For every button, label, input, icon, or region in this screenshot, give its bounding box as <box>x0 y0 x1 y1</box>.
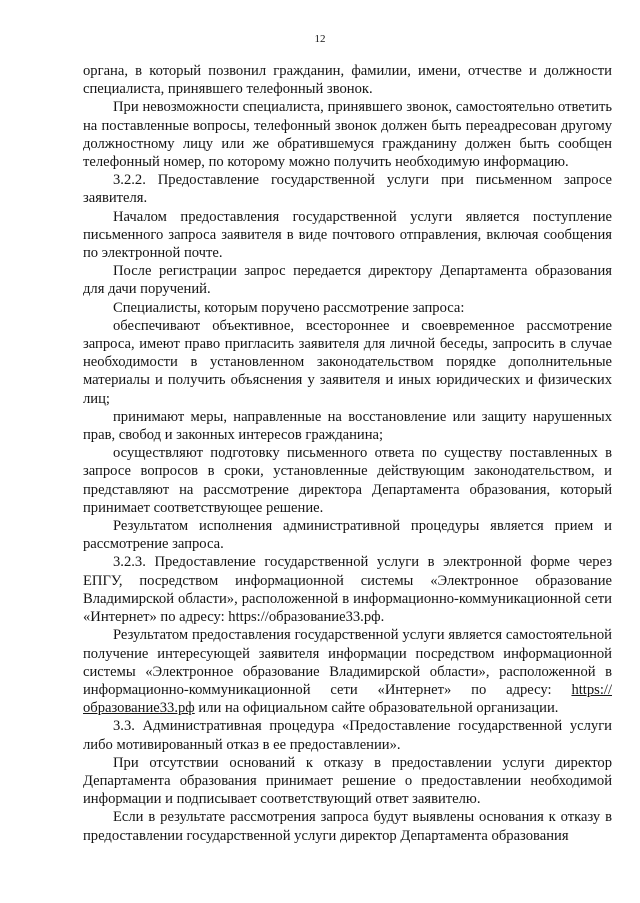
paragraph: Специалисты, которым поручено рассмотрение запроса: <box>113 299 465 316</box>
document-body <box>83 62 612 845</box>
paragraph: обеспечивают объективное, всестороннее и своевременное рассмотрение запроса, имеют право пригласить заявителя для личной беседы, запросить в случае необходимости в установленном законодательством порядке дополнительные материалы и получить объяснения у заявителя и иных юридических и физических лиц; <box>83 317 612 407</box>
paragraph: принимают меры, направленные на восстановление или защиту нарушенных прав, свобод и законных интересов гражданина; <box>83 408 612 444</box>
paragraph: Началом предоставления государственной услуги является поступление письменного запроса заявителя в виде почтового отправления, включая сообщения по электронной почте. <box>83 208 612 262</box>
paragraph: Если в результате рассмотрения запроса будут выявлены основания к отказу в предоставлении государственной услуги директор Департамента образования <box>83 809 612 844</box>
paragraph-text-end: или на официальном сайте образовательной организации. <box>194 700 559 717</box>
paragraph: После регистрации запрос передается директору Департамента образования для дачи поручений. <box>83 263 612 298</box>
page-number: 12 <box>314 33 326 45</box>
paragraph: При отсутствии оснований к отказу в предоставлении услуги директор Департамента образования принимает решение о предоставлении необходимой информации и подписывает соответствующий ответ заявителю. <box>83 754 612 808</box>
paragraph: Результатом исполнения административной процедуры является прием и рассмотрение запроса. <box>83 518 612 553</box>
paragraph: осуществляют подготовку письменного ответа по существу поставленных в запросе вопросов в сроки, установленные действующим законодательством, и представляют на рассмотрение директора Департамента образования, который принимает соответствующее решение. <box>83 445 612 516</box>
website-link[interactable]: https://образование33.рф <box>83 681 612 717</box>
paragraph-text: Результатом предоставления государственной услуги является самостоятельной получение интересующей заявителя информации посредством информационной системы «Электронное образование Владимирской области», расположенной в информационно-коммуникационной сети «Интернет» по адресу: <box>83 627 612 698</box>
paragraph-with-link <box>83 626 612 717</box>
paragraph: органа, в который позвонил гражданин, фамилии, имени, отчестве и должности специалиста, принявшего телефонный звонок. <box>83 63 612 98</box>
paragraph: 3.2.3. Предоставление государственной услуги в электронной форме через ЕПГУ, посредством информационной системы «Электронное образование Владимирской области», расположенной в информационно-коммуникационной сети «Интернет» по адресу: https://образование33.рф. <box>83 554 612 626</box>
paragraph: При невозможности специалиста, принявшего звонок, самостоятельно ответить на поставленные вопросы, телефонный звонок должен быть переадресован другому должностному лицу или же обратившемуся гражданину должен быть сообщен телефонный номер, по которому можно получить необходимую информацию. <box>83 99 612 171</box>
paragraph: 3.2.2. Предоставление государственной услуги при письменном запросе заявителя. <box>83 172 612 207</box>
paragraph: 3.3. Административная процедура «Предоставление государственной услуги либо мотивированный отказ в ее предоставлении». <box>83 718 612 753</box>
